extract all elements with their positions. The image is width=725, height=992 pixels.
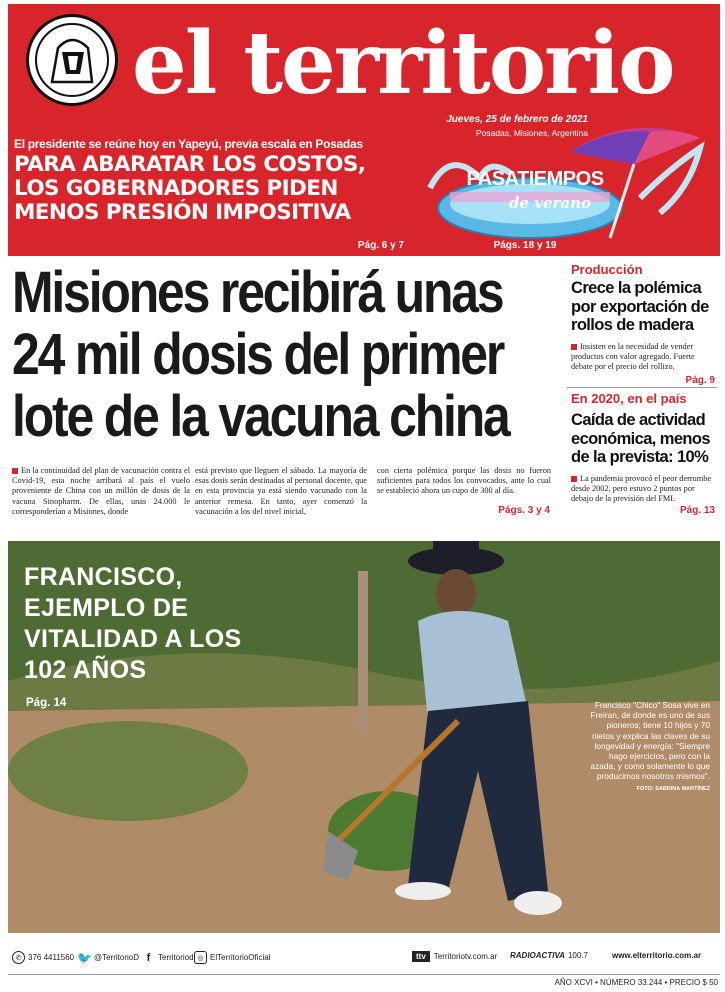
promo-subtitle: de verano bbox=[508, 194, 592, 212]
whatsapp-icon: ✆ bbox=[12, 951, 25, 964]
bullet-square-icon bbox=[571, 344, 577, 350]
side-story-2-page-ref: Pág. 13 bbox=[679, 505, 715, 516]
main-story-column-1: En la continuidad del plan de vacunación contra el Covid-19, esta noche arribará al país el vuelo proveniente de China con un millón de dosis de la vacuna Sinopharm. De ellas, unas 24.000 le corresponderían a Misiones, donde bbox=[12, 466, 190, 516]
main-story-column-3: con cierta polémica porque las dosis no fueron suficientes para todos los convocados, ante lo cual se estableció ahora un cupo de 300 al día. bbox=[377, 466, 551, 496]
bullet-square-icon bbox=[12, 468, 18, 474]
photo-story-page-ref: Pág. 14 bbox=[26, 697, 67, 709]
side-story-2-headline[interactable]: Caída de actividad económica, menos de la prevista: 10% bbox=[571, 411, 710, 466]
edition-date: Jueves, 25 de febrero de 2021 bbox=[446, 114, 588, 125]
side-story-2-text: La pandemia provocó el peor derrumbe desde 2002, pero estuvo 2 puntos por debajo de la previsión del FMI. bbox=[571, 474, 712, 503]
ttv-badge: ttv bbox=[412, 951, 430, 962]
top-story-headline[interactable]: PARA ABARATAR LOS COSTOS, LOS GOBERNADORES PIDEN MENOS PRESIÓN IMPOSITIVA bbox=[14, 152, 366, 225]
photo-story-headline[interactable]: FRANCISCO, EJEMPLO DE VITALIDAD A LOS 102 AÑOS bbox=[24, 563, 242, 684]
facebook-icon: f bbox=[146, 951, 151, 964]
side-story-1-headline[interactable]: Crece la polémica por exportación de rollos de madera bbox=[571, 279, 709, 334]
main-headline[interactable]: Misiones recibirá unas 24 mil dosis del primer lote de la vacuna china bbox=[12, 260, 509, 449]
photo-credit: FOTO: SABRINA MARTÍNEZ bbox=[636, 785, 710, 792]
profile-face-logo-icon bbox=[26, 14, 118, 106]
footer-divider bbox=[8, 974, 720, 975]
footer-website[interactable]: www.elterritorio.com.ar bbox=[612, 951, 702, 960]
main-story-page-ref: Págs. 3 y 4 bbox=[498, 505, 550, 516]
bullet-square-icon bbox=[571, 476, 577, 482]
footer-radio[interactable]: RADIOACTIVA 100.7 bbox=[510, 951, 588, 960]
footer-instagram[interactable]: ◎ ElTerritorioOficial bbox=[194, 951, 270, 964]
footer-facebook[interactable]: f Territoriod bbox=[142, 951, 194, 964]
footer-tv[interactable]: ttv Territoriotv.com.ar bbox=[412, 951, 497, 962]
side-divider bbox=[567, 387, 717, 388]
top-story-page-ref: Pág. 6 y 7 bbox=[357, 240, 404, 251]
footer-whatsapp[interactable]: ✆ 376 4411560 bbox=[12, 951, 74, 964]
side-story-2-kicker: En 2020, en el país bbox=[571, 391, 687, 406]
main-story-column-2: está previsto que lleguen el sábado. La mayoría de esas dosis serán destinadas al personal docente, que en esta provincia ya está siendo vacunado con la anterior remesa. En tanto, ayer comenzó la vacunación a los del nivel inicial, bbox=[195, 466, 367, 516]
instagram-icon: ◎ bbox=[194, 951, 207, 964]
side-story-1-kicker: Producción bbox=[571, 262, 643, 277]
side-story-1-page-ref: Pág. 9 bbox=[685, 375, 715, 386]
promo-title[interactable]: PASATIEMPOS bbox=[466, 168, 604, 190]
top-story-kicker: El presidente se reúne hoy en Yapeyú, previa escala en Posadas bbox=[14, 137, 363, 151]
footer-twitter[interactable]: 🐦 @TerritorioD bbox=[77, 950, 140, 965]
photo-caption: Francisco "Chico" Sosa vive en Freiran, de donde es uno de sus pioneros; tiene 10 hijos y 70 nietos y explica las claves de su longevidad y energía: "Siempre hago ejercicios, pero con la azada, y como solamente lo que producimos nosotros mismos". FOTO: SABRINA MARTÍNEZ bbox=[590, 700, 710, 792]
side-story-1-text: Insisten en la necesidad de vender productos con valor agregado. Fuerte debate por el precio del rollizo. bbox=[571, 342, 695, 371]
newspaper-brand: el territorio bbox=[132, 13, 674, 114]
issue-info: AÑO XCVI • NÚMERO 33.244 • PRECIO $ 50 bbox=[554, 978, 718, 987]
twitter-icon: 🐦 bbox=[77, 950, 92, 965]
edition-location: Posadas, Misiones, Argentina bbox=[476, 128, 588, 138]
promo-page-ref: Págs. 18 y 19 bbox=[493, 240, 557, 251]
